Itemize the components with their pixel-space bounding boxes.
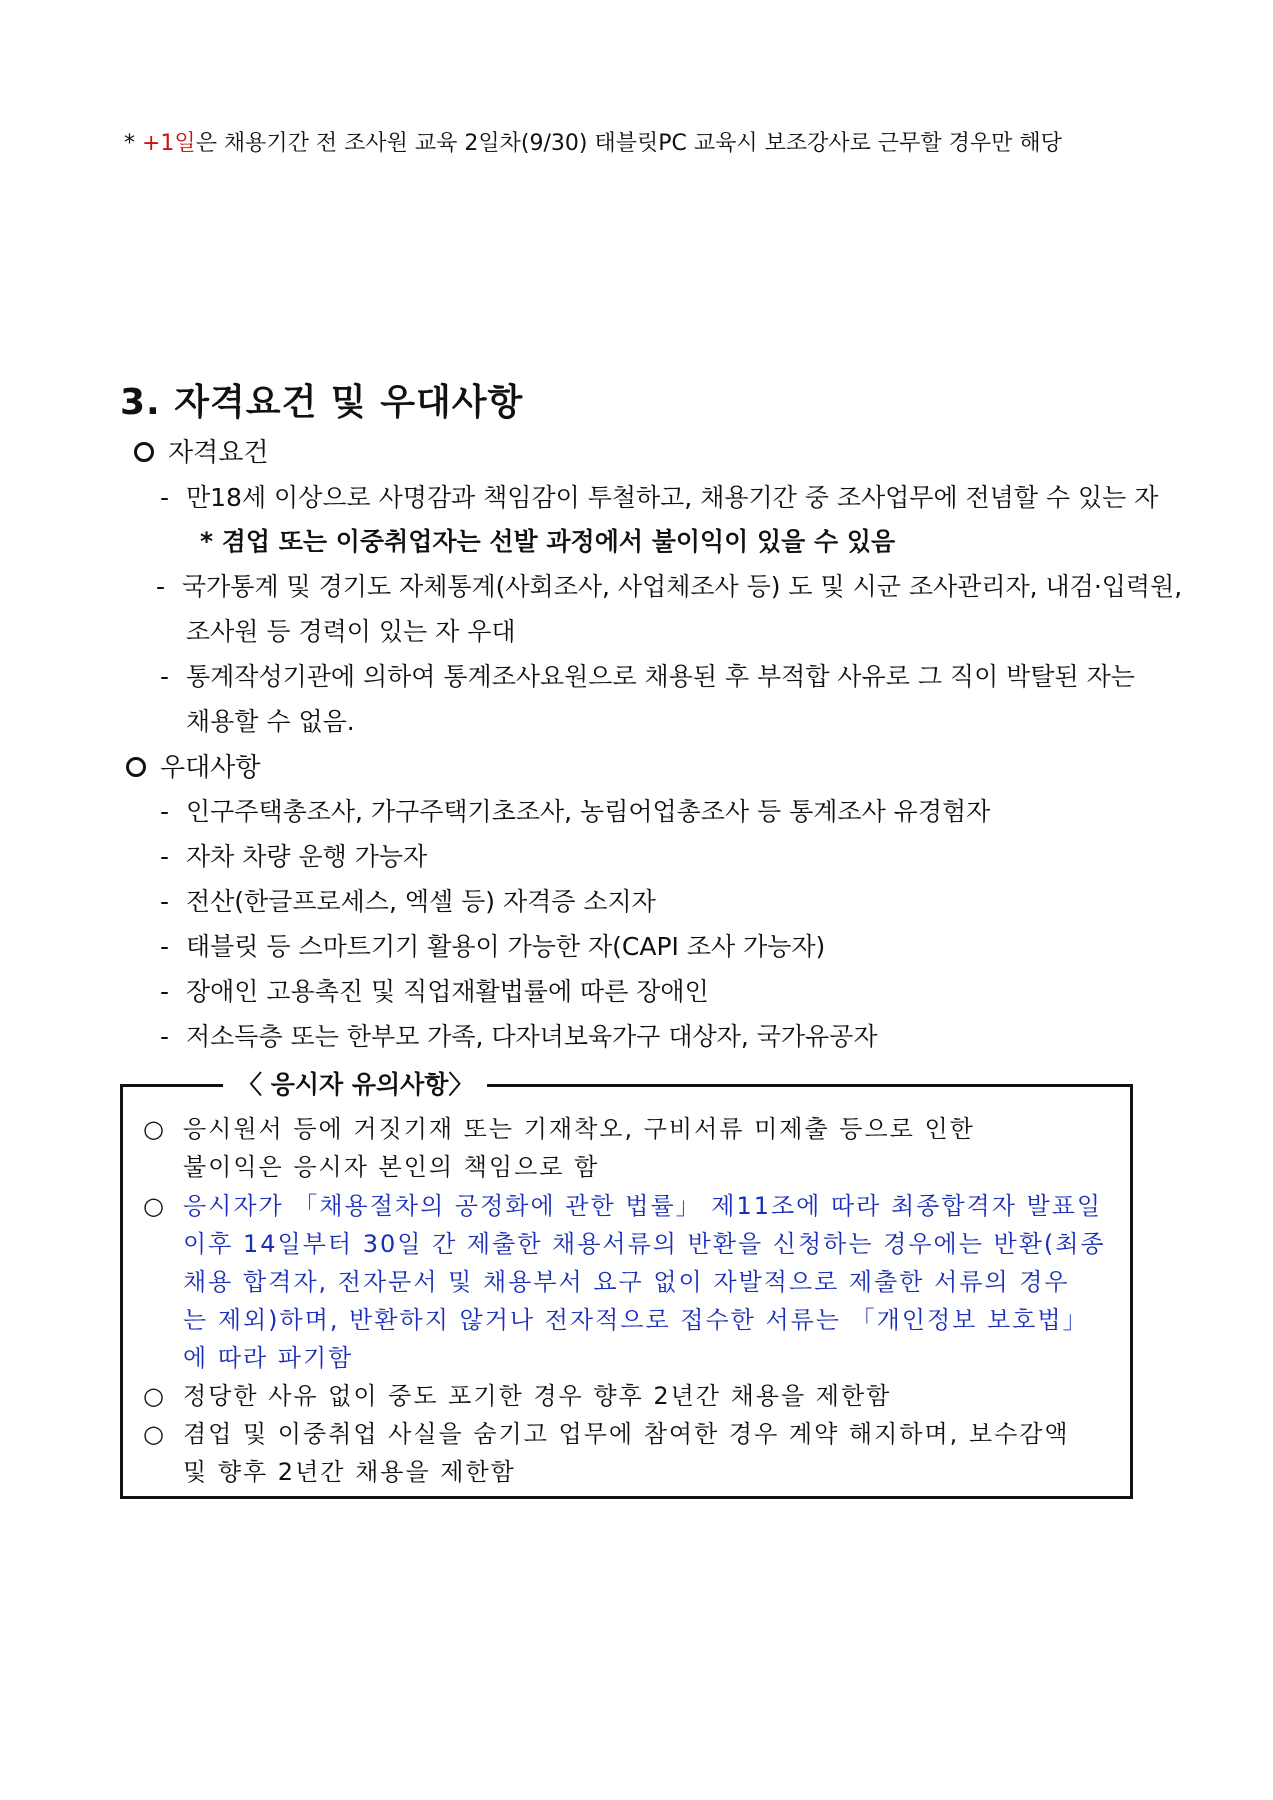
preference-item-text: 태블릿 등 스마트기기 활용이 가능한 자(CAPI 조사 가능자) — [186, 932, 826, 961]
qualification-item-text: 국가통계 및 경기도 자체통계(사회조사, 사업체조사 등) 도 및 시군 조사관리자, 내검·입력원, — [182, 572, 1183, 601]
dash-bullet-icon: - — [160, 797, 170, 826]
qualification-item-text: 통계작성기관에 의하여 통계조사요원으로 채용된 후 부적합 사유로 그 직이 박탈된 자는 — [186, 662, 1135, 691]
preference-item-text: 장애인 고용촉진 및 직업재활법률에 따른 장애인 — [186, 977, 709, 1006]
preference-item-text: 인구주택총조사, 가구주택기초조사, 농림어업총조사 등 통계조사 유경험자 — [186, 797, 991, 826]
qualification-note: * 겸업 또는 이중취업자는 선발 과정에서 불이익이 있을 수 있음 — [200, 527, 896, 556]
section-title: 3. 자격요건 및 우대사항 — [120, 382, 524, 423]
preference-item — [160, 837, 427, 873]
footnote-text: 은 채용기간 전 조사원 교육 2일차(9/30) 태블릿PC 교육시 보조강사로 근무할 경우만 해당 — [195, 131, 1062, 156]
notice-line-continuation: 이후 14일부터 30일 간 제출한 채용서류의 반환을 신청하는 경우에는 반환(최종 — [183, 1230, 1106, 1258]
notice-line-continuation: 에 따라 파기함 — [183, 1344, 354, 1372]
preferences-heading-text: 우대사항 — [160, 753, 261, 783]
qualification-item — [160, 478, 1158, 514]
notice-line-continuation: 불이익은 응시자 본인의 책임으로 함 — [183, 1153, 600, 1181]
dash-bullet-icon: - — [160, 483, 170, 512]
preferences-heading — [126, 747, 260, 784]
hollow-circle-bullet-icon: ○ — [143, 1115, 166, 1143]
qualification-item — [156, 567, 1182, 603]
circle-bullet-icon — [134, 442, 154, 462]
dash-bullet-icon: - — [160, 977, 170, 1006]
notice-box — [120, 1070, 1133, 1499]
notice-line — [143, 1376, 891, 1411]
notice-line — [143, 1109, 975, 1144]
hollow-circle-bullet-icon: ○ — [143, 1420, 166, 1448]
preference-item-text: 자차 차량 운행 가능자 — [186, 842, 428, 871]
hollow-circle-bullet-icon: ○ — [143, 1382, 166, 1410]
preference-item — [160, 792, 990, 828]
hollow-circle-bullet-icon: ○ — [143, 1192, 166, 1220]
preference-item-text: 저소득층 또는 한부모 가족, 다자녀보육가구 대상자, 국가유공자 — [186, 1022, 878, 1051]
dash-bullet-icon: - — [160, 887, 170, 916]
qualification-item-continuation: 조사원 등 경력이 있는 자 우대 — [186, 617, 516, 646]
circle-bullet-icon — [126, 757, 146, 777]
notice-line-text: 응시원서 등에 거짓기재 또는 기재착오, 구비서류 미제출 등으로 인한 — [183, 1115, 975, 1143]
notice-line — [143, 1186, 1102, 1221]
qualification-item-continuation: 채용할 수 없음. — [186, 707, 355, 736]
dash-bullet-icon: - — [160, 842, 170, 871]
notice-box-title: 〈 응시자 유의사항〉 — [223, 1065, 487, 1101]
preference-item-text: 전산(한글프로세스, 엑셀 등) 자격증 소지자 — [186, 887, 656, 916]
notice-line — [143, 1414, 1070, 1449]
footnote-star: * — [124, 131, 135, 156]
qualification-item — [160, 657, 1135, 693]
qualification-item-text: 만18세 이상으로 사명감과 책임감이 투철하고, 채용기간 중 조사업무에 전념할 수 있는 자 — [186, 483, 1159, 512]
dash-bullet-icon: - — [160, 932, 170, 961]
preference-item — [160, 882, 656, 918]
notice-line-continuation: 는 제외)하며, 반환하지 않거나 전자적으로 접수한 서류는 「개인정보 보호법」 — [183, 1306, 1089, 1334]
footnote-highlight: +1일 — [142, 131, 196, 156]
notice-line-text: 응시자가 「채용절차의 공정화에 관한 법률」 제11조에 따라 최종합격자 발표일 — [183, 1192, 1103, 1220]
notice-line-continuation: 및 향후 2년간 채용을 제한함 — [183, 1458, 516, 1486]
preference-item — [160, 927, 825, 963]
qualifications-heading — [134, 432, 268, 469]
notice-line-continuation: 채용 합격자, 전자문서 및 채용부서 요구 없이 자발적으로 제출한 서류의 경우 — [183, 1268, 1070, 1296]
dash-bullet-icon: - — [160, 662, 170, 691]
preference-item — [160, 1017, 877, 1053]
notice-line-text: 겸업 및 이중취업 사실을 숨기고 업무에 참여한 경우 계약 해지하며, 보수감액 — [183, 1420, 1070, 1448]
preference-item — [160, 972, 709, 1008]
notice-line-text: 정당한 사유 없이 중도 포기한 경우 향후 2년간 채용을 제한함 — [183, 1382, 892, 1410]
footnote — [124, 126, 1062, 157]
qualifications-heading-text: 자격요건 — [168, 438, 269, 468]
dash-bullet-icon: - — [160, 1022, 170, 1051]
dash-bullet-icon: - — [156, 572, 166, 601]
